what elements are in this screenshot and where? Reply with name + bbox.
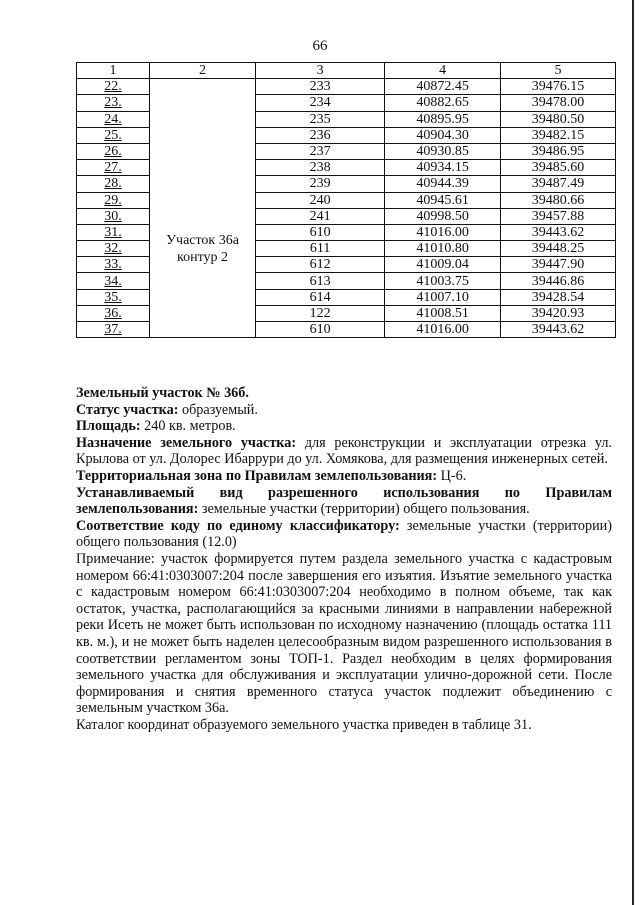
row-number: 37. [77,322,150,338]
point-number: 240 [256,192,385,208]
coordinate-x: 41003.75 [385,273,501,289]
status-value: образуемый. [178,401,258,418]
coordinate-y: 39486.95 [501,143,616,159]
point-number: 611 [256,241,385,257]
row-number: 32. [77,241,150,257]
coordinate-x: 40930.85 [385,143,501,159]
row-number: 26. [77,143,150,159]
use-label: Устанавливаемый вид разрешенного использования по Правилам землепользования: [76,484,612,518]
coordinate-x: 41016.00 [385,224,501,240]
row-number: 31. [77,224,150,240]
zone-value: Ц-6. [437,467,467,484]
code-label: Соответствие коду по единому классификатору: [76,517,400,534]
purpose-value: для реконструкции и эксплуатации отрезка ул. Крылова от ул. Долорес Ибаррури до ул. Хомякова, для размещения инженерных сетей. [76,434,612,468]
coordinate-y: 39482.15 [501,127,616,143]
coordinate-y: 39420.93 [501,305,616,321]
row-number: 36. [77,305,150,321]
coordinate-x: 41009.04 [385,257,501,273]
point-number: 235 [256,111,385,127]
coordinate-y: 39446.86 [501,273,616,289]
coordinate-y: 39476.15 [501,79,616,95]
coordinate-x: 40882.65 [385,95,501,111]
parcel-heading: Земельный участок № 36б. [76,385,249,401]
use-value: земельные участки (территории) общего пользования. [198,501,530,518]
catalog-reference: Каталог координат образуемого земельного участка приведен в таблице 31. [76,716,532,733]
coordinate-x: 40998.50 [385,208,501,224]
coordinate-x: 40904.30 [385,127,501,143]
coordinate-x: 40895.95 [385,111,501,127]
area-value: 240 кв. метров. [140,418,236,435]
row-number: 25. [77,127,150,143]
coordinate-y: 39478.00 [501,95,616,111]
coordinate-y: 39457.88 [501,208,616,224]
row-number: 27. [77,160,150,176]
note-paragraph: Примечание: участок формируется путем раздела земельного участка с кадастровым номером 66:41:0303007:204 после завершения его изъятия. Изъятие земельного участка с кадастровым номером 66:41:0303007:204 необходимо в полном объеме, так как остаток, участка, располагающийся за красными линиями в направлении набережной реки Исеть не может быть использован по исходному назначению (площадь остатка 111 кв. м.), и не может быть наделен целесообразным видом разрешенного использования в соответствии регламентом зоны ТОП-1. Раздел необходим в целях формирования земельного участка для обслуживания и эксплуатации улично-дорожной сети. После формирования и снятия временного статуса участок подлежит объединению с земельным участком 36а. [76,550,612,717]
point-number: 237 [256,143,385,159]
contour-label-line1: Участок 36а [166,233,239,249]
coordinate-x: 40934.15 [385,160,501,176]
table-header-row [77,63,616,79]
code-value: земельные участки (территории) общего пользования (12.0) [76,517,612,551]
row-number: 30. [77,208,150,224]
coordinate-x: 40872.45 [385,79,501,95]
coordinate-y: 39448.25 [501,241,616,257]
coordinates-table [76,62,616,338]
point-number: 122 [256,305,385,321]
page-edge-line [632,0,634,905]
coordinate-x: 41008.51 [385,305,501,321]
point-number: 612 [256,257,385,273]
coordinate-y: 39447.90 [501,257,616,273]
coordinate-y: 39485.60 [501,160,616,176]
point-number: 241 [256,208,385,224]
parcel-contour-cell [150,79,256,338]
coordinate-y: 39487.49 [501,176,616,192]
point-number: 613 [256,273,385,289]
point-number: 614 [256,289,385,305]
point-number: 234 [256,95,385,111]
coordinate-y: 39443.62 [501,322,616,338]
table-row [77,79,616,95]
header-col-3: 3 [256,63,385,79]
coordinate-y: 39443.62 [501,224,616,240]
row-number: 34. [77,273,150,289]
coordinate-x: 41007.10 [385,289,501,305]
row-number: 29. [77,192,150,208]
header-col-2: 2 [150,63,256,79]
contour-label-line2: контур 2 [177,250,229,266]
header-col-4: 4 [385,63,501,79]
point-number: 233 [256,79,385,95]
header-col-5: 5 [501,63,616,79]
point-number: 238 [256,160,385,176]
coordinate-x: 40944.39 [385,176,501,192]
coordinate-y: 39480.66 [501,192,616,208]
row-number: 33. [77,257,150,273]
parcel-description [76,385,612,733]
page-number: 66 [312,38,328,54]
point-number: 610 [256,322,385,338]
area-label: Площадь: [76,418,141,435]
coordinate-x: 40945.61 [385,192,501,208]
point-number: 610 [256,224,385,240]
row-number: 22. [77,79,150,95]
point-number: 236 [256,127,385,143]
coordinate-y: 39480.50 [501,111,616,127]
header-col-1: 1 [77,63,150,79]
row-number: 35. [77,289,150,305]
row-number: 23. [77,95,150,111]
zone-label: Территориальная зона по Правилам землепользования: [76,467,438,484]
row-number: 24. [77,111,150,127]
coordinate-x: 41010.80 [385,241,501,257]
status-label: Статус участка: [76,401,179,418]
row-number: 28. [77,176,150,192]
coordinate-y: 39428.54 [501,289,616,305]
point-number: 239 [256,176,385,192]
purpose-label: Назначение земельного участка: [76,434,297,451]
coordinate-x: 41016.00 [385,322,501,338]
